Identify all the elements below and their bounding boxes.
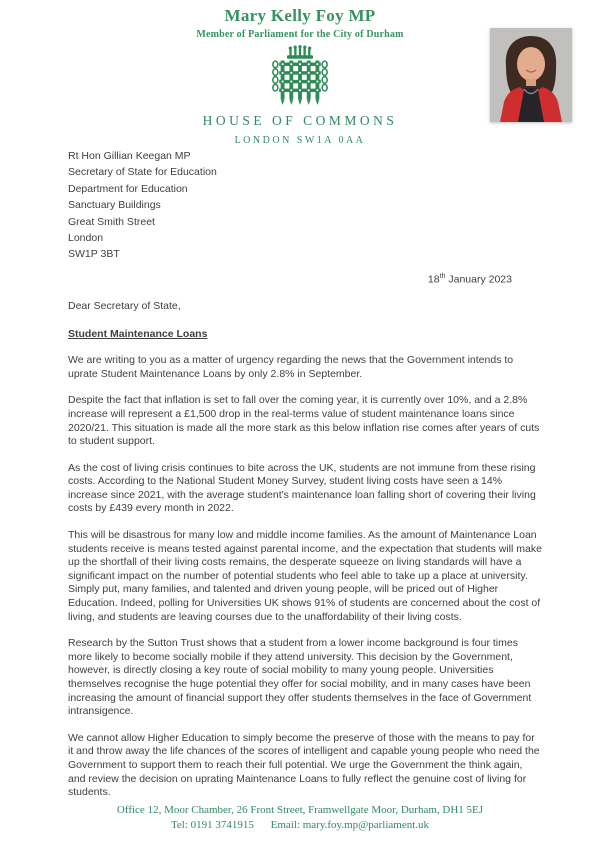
mp-portrait-photo	[490, 28, 572, 122]
body-paragraph: This will be disastrous for many low and middle income families. As the amount of Maintenance Loan students receive is means tested against parental income, and the expectation that students will make up the shortfall of their living costs remains, the desperate squeeze on living standards will have a significant impact on the number of potential students who feel able to take up a place at university. Simply put, many families, and talented and driven young people, will be priced out of Higher Education. Indeed, polling for Universities UK shows 91% of students are concerned about the cost of living, and students are leaving courses due to the unaffordability of their living costs.	[68, 529, 542, 623]
address-line: London	[68, 232, 104, 245]
ordinal-suffix: th	[439, 272, 446, 280]
body-paragraph: We are writing to you as a matter of urgency regarding the news that the Government intends to uprate Student Maintenance Loans by only 2.8% in September.	[68, 354, 514, 380]
body-paragraph: We cannot allow Higher Education to simply become the preserve of those with the means to pay for it and throw away the life chances of the scores of intelligent and capable young people who need the Government to support them to reach their full potential. We urge the Government the think again, and review the decision on uprating Maintenance Loans to fully reflect the genuine cost of living for students.	[68, 731, 540, 799]
footer	[0, 803, 600, 833]
address-line: Secretary of State for Education	[68, 166, 217, 179]
letter-date: 18th January 2023	[427, 272, 512, 286]
address-line: SW1P 3BT	[68, 248, 120, 261]
address-line: Great Smith Street	[68, 215, 155, 228]
footer-telephone: Tel: 0191 3741915	[170, 819, 254, 831]
footer-office-address: Office 12, Moor Chamber, 26 Front Street, Framwellgate Moor, Durham, DH1 5EJ	[116, 804, 484, 816]
mp-name: Mary Kelly Foy MP	[224, 6, 376, 25]
recipient-address	[68, 148, 542, 263]
institution-address: LONDON SW1A 0AA	[234, 135, 366, 146]
body-paragraph: Research by the Sutton Trust shows that a student from a lower income background is four times more likely to become socially mobile if they attend university. This decision by the Government, however, is directly closing a key route of social mobility to many young people. Universities themselves recognise the huge potential they offer for social mobility, and in many cases have been increasing the amount of financial support they offer students themselves in the face of Government intransigence.	[68, 637, 532, 718]
address-line: Department for Education	[68, 182, 188, 195]
letter-body	[68, 148, 542, 800]
institution-name: HOUSE OF COMMONS	[202, 113, 398, 128]
salutation: Dear Secretary of State,	[68, 299, 181, 312]
address-line: Sanctuary Buildings	[68, 199, 161, 212]
body-paragraph: As the cost of living crisis continues to bite across the UK, students are not immune from these rising costs. According to the National Student Money Survey, student living costs have seen a 14% increase since 2021, with the average student's maintenance loan falling short of covering their living costs by £439 every month in 2022.	[68, 461, 536, 515]
body-paragraph: Despite the fact that inflation is set to fall over the coming year, it is currently over 10%, and a 2.8% increase will represent a £1,500 drop in the real-terms value of student maintenance loans since 2020/21. This situation is made all the more stark as this below inflation rise comes after years of cuts to student support.	[68, 394, 540, 448]
footer-email: Email: mary.foy.mp@parliament.uk	[270, 819, 430, 831]
footer-contact	[0, 818, 600, 833]
subject-line: Student Maintenance Loans	[68, 327, 208, 340]
mp-role: Member of Parliament for the City of Durham	[196, 29, 404, 40]
address-line: Rt Hon Gillian Keegan MP	[68, 150, 191, 162]
